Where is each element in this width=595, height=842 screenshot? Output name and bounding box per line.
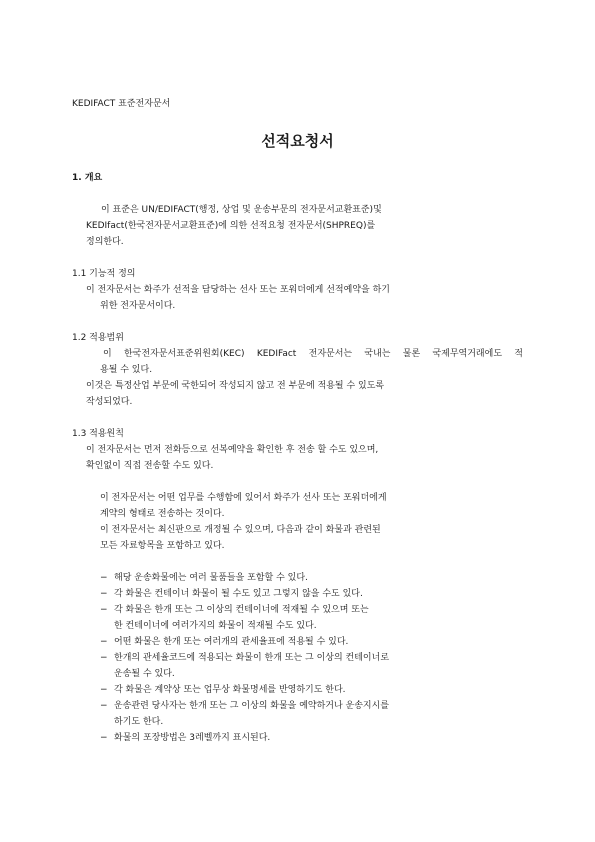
paragraph-line: 확인없이 직접 전송할 수도 있다. <box>86 461 214 471</box>
list-item-continuation: 운송될 수 있다. <box>114 669 175 679</box>
list-item: 어떤 화물은 한개 또는 여러개의 관세율표에 적용될 수 있다. <box>114 637 349 647</box>
paragraph-line: 이 전자문서는 최신판으로 개정될 수 있으며, 다음과 같이 화물과 관련된 <box>100 525 381 535</box>
list-item: 해당 운송화물에는 여러 물품들을 포함할 수 있다. <box>114 573 308 583</box>
section-heading-principles: 1.3 적용원칙 <box>72 429 124 439</box>
paragraph-line: 계약의 형태로 전송하는 것이다. <box>100 509 225 519</box>
list-item: 한개의 관세율코드에 적용되는 화물이 한개 또는 그 이상의 컨테이너로 <box>114 653 390 663</box>
paragraph-line: 이 전자문서는 화주가 선적을 담당하는 선사 또는 포워더에게 선적예약을 하기 <box>86 285 390 295</box>
paragraph-line: 모든 자료항목을 포함하고 있다. <box>100 541 225 551</box>
paragraph-line: 이 전자문서는 어떤 업무를 수행함에 있어서 화주가 선사 또는 포워더에게 <box>100 493 387 503</box>
dash-bullet: − <box>100 589 108 599</box>
paragraph-line: 이것은 특정산업 부문에 국한되어 작성되지 않고 전 부문에 적용될 수 있도록 <box>86 381 385 391</box>
list-item: 각 화물은 한개 또는 그 이상의 컨테이너에 적재될 수 있으며 또는 <box>114 605 369 615</box>
section-heading-overview: 1. 개요 <box>72 173 103 183</box>
dash-bullet: − <box>100 653 108 663</box>
paragraph-line: 위한 전자문서이다. <box>100 301 176 311</box>
list-item: 각 화물은 컨테이너 화물이 될 수도 있고 그렇지 않을 수도 있다. <box>114 589 363 599</box>
list-item: 화물의 포장방법은 3레벨까지 표시된다. <box>114 733 271 743</box>
paragraph-line: 정의한다. <box>86 237 124 247</box>
section-heading-scope: 1.2 적용범위 <box>72 333 124 343</box>
document-header: KEDIFACT 표준전자문서 <box>72 99 171 109</box>
paragraph-line: 작성되었다. <box>86 397 133 407</box>
dash-bullet: − <box>100 685 108 695</box>
section-heading-functional-definition: 1.1 기능적 정의 <box>72 269 136 279</box>
paragraph-line: KEDIfact(한국전자문서교환표준)에 의한 선적요청 전자문서(SHPREQ)를 <box>86 221 376 231</box>
paragraph-line: 이 한국전자문서표준위원회(KEC) KEDIFact 전자문서는 국내는 물론 국제무역거래에도 적 <box>103 349 523 359</box>
list-item: 각 화물은 계약상 또는 업무상 화물명세를 반영하기도 한다. <box>114 685 346 695</box>
list-item-continuation: 한 컨테이너에 여러가지의 화물이 적재될 수도 있다. <box>114 621 317 631</box>
dash-bullet: − <box>100 573 108 583</box>
paragraph-line: 용될 수 있다. <box>100 365 153 375</box>
dash-bullet: − <box>100 733 108 743</box>
paragraph-line: 이 표준은 UN/EDIFACT(행정, 상업 및 운송부문의 전자문서교환표준)및 <box>101 205 382 215</box>
dash-bullet: − <box>100 605 108 615</box>
list-item-continuation: 하기도 한다. <box>114 717 164 727</box>
list-item: 운송관련 당사자는 한개 또는 그 이상의 화물을 예약하거나 운송지시를 <box>114 701 390 711</box>
document-title: 선적요청서 <box>261 132 334 150</box>
dash-bullet: − <box>100 637 108 647</box>
dash-bullet: − <box>100 701 108 711</box>
paragraph-line: 이 전자문서는 먼저 전화등으로 선복예약을 확인한 후 전송 할 수도 있으며, <box>86 445 379 455</box>
